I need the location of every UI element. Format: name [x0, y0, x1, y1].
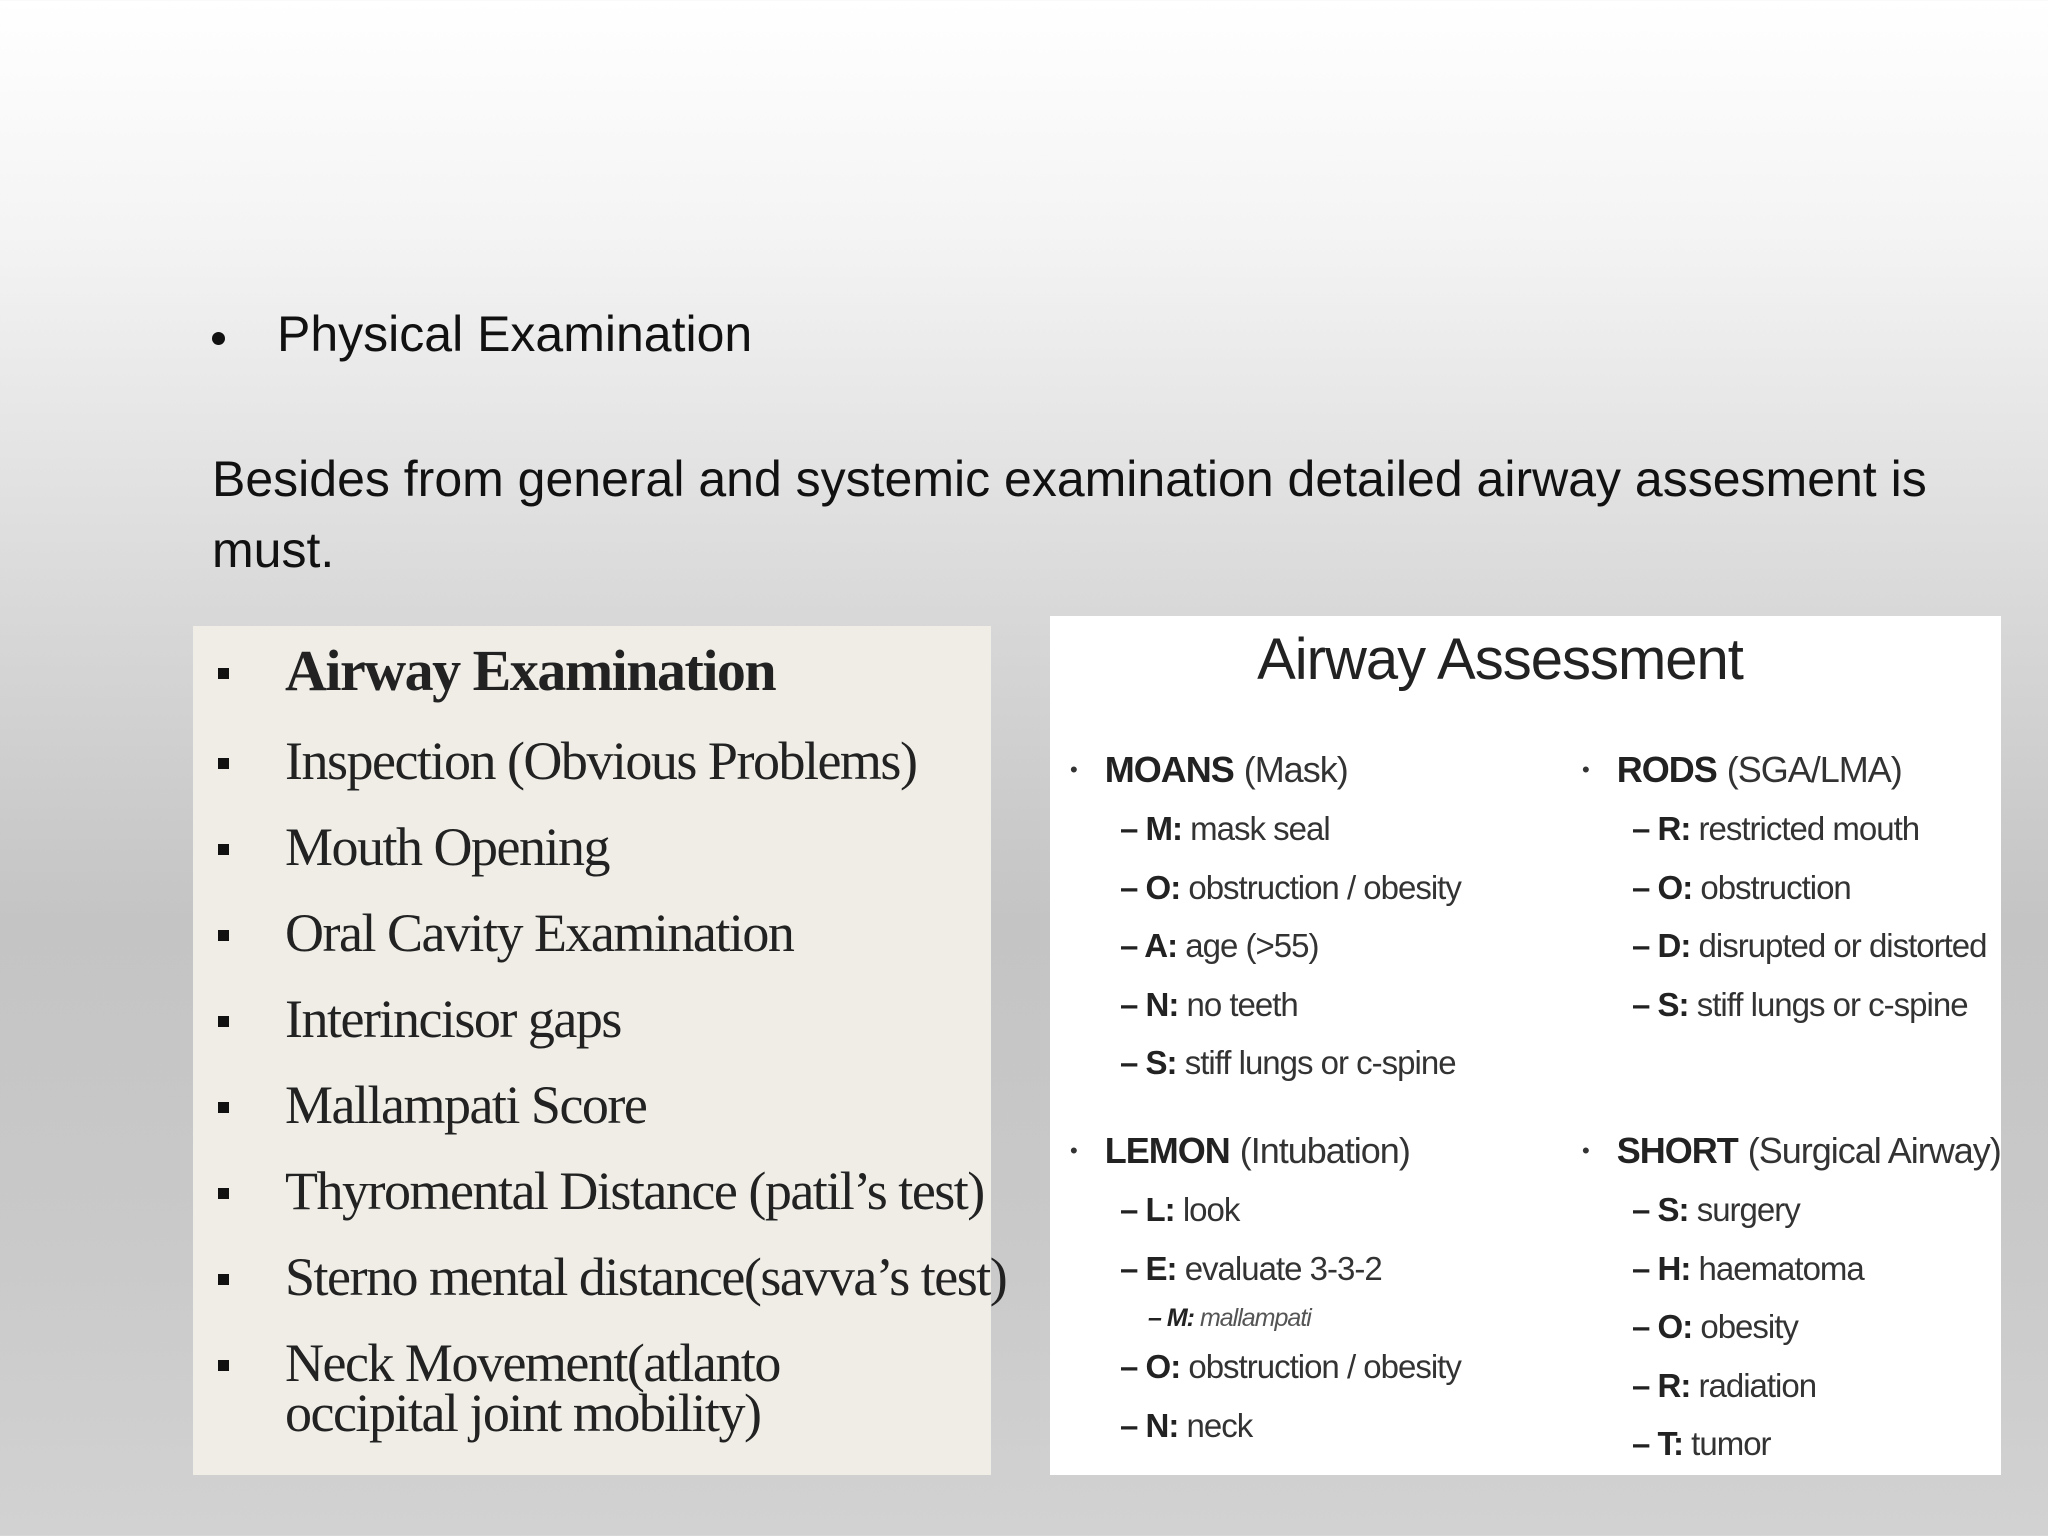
item-desc: surgery [1688, 1191, 1800, 1228]
square-bullet-icon [218, 1188, 229, 1199]
intro-paragraph: Besides from general and systemic examination detailed airway assesment is must. [212, 451, 1927, 578]
group-item [1060, 1034, 1560, 1093]
group-moans [1060, 740, 1560, 1093]
item-letter: – M: [1148, 1304, 1194, 1332]
bullet-icon: • [1070, 1138, 1077, 1163]
title-text: Airway Examination [285, 638, 776, 703]
item-letter: – H: [1632, 1249, 1691, 1287]
item-desc: mask seal [1182, 810, 1330, 847]
group-name: LEMON [1104, 1130, 1230, 1171]
list-item [218, 989, 621, 1049]
group-heading [1572, 740, 2048, 800]
group-item [1060, 917, 1560, 976]
group-item [1572, 1298, 2048, 1357]
item-text: Inspection (Obvious Problems) [285, 731, 917, 791]
group-short [1572, 1121, 2048, 1474]
item-letter: – S: [1632, 985, 1689, 1023]
item-desc: look [1174, 1191, 1240, 1228]
item-letter: – O: [1120, 1348, 1181, 1385]
group-heading [1060, 1121, 1560, 1181]
item-letter: – D: [1632, 927, 1691, 964]
item-text: Mouth Opening [285, 817, 609, 877]
item-letter: – O: [1632, 868, 1693, 906]
square-bullet-icon [218, 1360, 229, 1371]
group-item [1572, 1415, 2048, 1474]
bullet-icon: • [1070, 757, 1077, 782]
list-item [218, 1247, 1007, 1307]
item-text: Sterno mental distance(savva’s test) [285, 1247, 1007, 1307]
item-letter: – N: [1120, 985, 1179, 1023]
group-item [1060, 1397, 1560, 1456]
item-text: Neck Movement(atlanto occipital joint mobility) [285, 1333, 780, 1443]
item-desc: restricted mouth [1690, 810, 1920, 847]
item-letter: – A: [1120, 927, 1178, 964]
item-text: Oral Cavity Examination [285, 903, 794, 963]
item-letter: – S: [1120, 1044, 1177, 1081]
item-desc: mallampati [1194, 1304, 1311, 1332]
item-desc: evaluate 3-3-2 [1176, 1249, 1382, 1287]
group-note: (Surgical Airway) [1747, 1130, 2001, 1171]
item-desc: obstruction / obesity [1180, 868, 1461, 906]
item-desc: neck [1178, 1406, 1253, 1444]
list-item [218, 731, 917, 791]
list-item [218, 903, 794, 963]
group-item [1060, 1298, 1560, 1338]
group-note: (Intubation) [1239, 1130, 1410, 1171]
group-item [1060, 1338, 1560, 1397]
group-item [1060, 800, 1560, 859]
list-item [218, 1161, 984, 1221]
bullet-text: Physical Examination [277, 306, 753, 362]
item-letter: – S: [1632, 1191, 1689, 1228]
list-title [218, 638, 776, 703]
group-heading [1572, 1121, 2048, 1181]
group-item [1060, 976, 1560, 1035]
item-letter: – R: [1632, 1366, 1691, 1404]
group-item [1572, 1181, 2048, 1240]
physical-examination-bullet [212, 305, 752, 363]
item-letter: – L: [1120, 1191, 1175, 1228]
airway-assessment-image [1050, 616, 2001, 1475]
item-desc: obstruction [1692, 868, 1851, 906]
item-text: Mallampati Score [285, 1075, 647, 1135]
bullet-icon: • [1582, 1138, 1589, 1163]
assessment-title: Airway Assessment [1257, 627, 1743, 692]
group-name: RODS [1616, 749, 1717, 790]
airway-examination-image [193, 626, 1007, 1475]
item-desc: stiff lungs or c-spine [1176, 1044, 1456, 1081]
bullet-icon: • [1582, 757, 1589, 782]
item-desc: obesity [1692, 1308, 1798, 1345]
square-bullet-icon [218, 844, 229, 855]
group-item [1572, 976, 2048, 1035]
item-letter: – R: [1632, 810, 1691, 847]
group-heading [1060, 740, 1560, 800]
group-name: SHORT [1616, 1130, 1738, 1171]
group-item [1060, 859, 1560, 918]
group-item [1572, 1240, 2048, 1299]
square-bullet-icon [218, 930, 229, 941]
item-letter: – N: [1120, 1406, 1179, 1444]
group-note: (Mask) [1243, 749, 1348, 790]
group-item [1572, 859, 2048, 918]
group-item [1572, 1357, 2048, 1416]
square-bullet-icon [218, 668, 229, 679]
item-letter: – E: [1120, 1249, 1177, 1287]
bullet-icon [212, 332, 225, 345]
group-name: MOANS [1104, 749, 1234, 790]
group-item [1060, 1181, 1560, 1240]
group-lemon [1060, 1121, 1560, 1455]
item-desc: stiff lungs or c-spine [1688, 985, 1968, 1023]
item-desc: radiation [1690, 1366, 1817, 1404]
item-desc: obstruction / obesity [1180, 1348, 1461, 1385]
group-item [1060, 1240, 1560, 1299]
group-rods [1572, 740, 2048, 1034]
item-text: Interincisor gaps [285, 989, 621, 1049]
item-desc: no teeth [1178, 985, 1298, 1023]
item-letter: – O: [1120, 868, 1181, 906]
square-bullet-icon [218, 758, 229, 769]
item-text: Thyromental Distance (patil’s test) [285, 1161, 984, 1221]
square-bullet-icon [218, 1102, 229, 1113]
list-item [218, 1075, 647, 1135]
list-item [218, 817, 609, 877]
group-item [1572, 800, 2048, 859]
item-desc: age (>55) [1177, 927, 1319, 964]
item-desc: disrupted or distorted [1690, 927, 1987, 964]
item-letter: – O: [1632, 1308, 1693, 1345]
item-desc: tumor [1683, 1425, 1771, 1462]
item-letter: – M: [1120, 810, 1182, 847]
list-item [218, 1333, 958, 1443]
item-letter: – T: [1632, 1425, 1684, 1462]
group-item [1572, 917, 2048, 976]
group-note: (SGA/LMA) [1726, 749, 1902, 790]
item-desc: haematoma [1690, 1249, 1864, 1287]
square-bullet-icon [218, 1274, 229, 1285]
square-bullet-icon [218, 1016, 229, 1027]
